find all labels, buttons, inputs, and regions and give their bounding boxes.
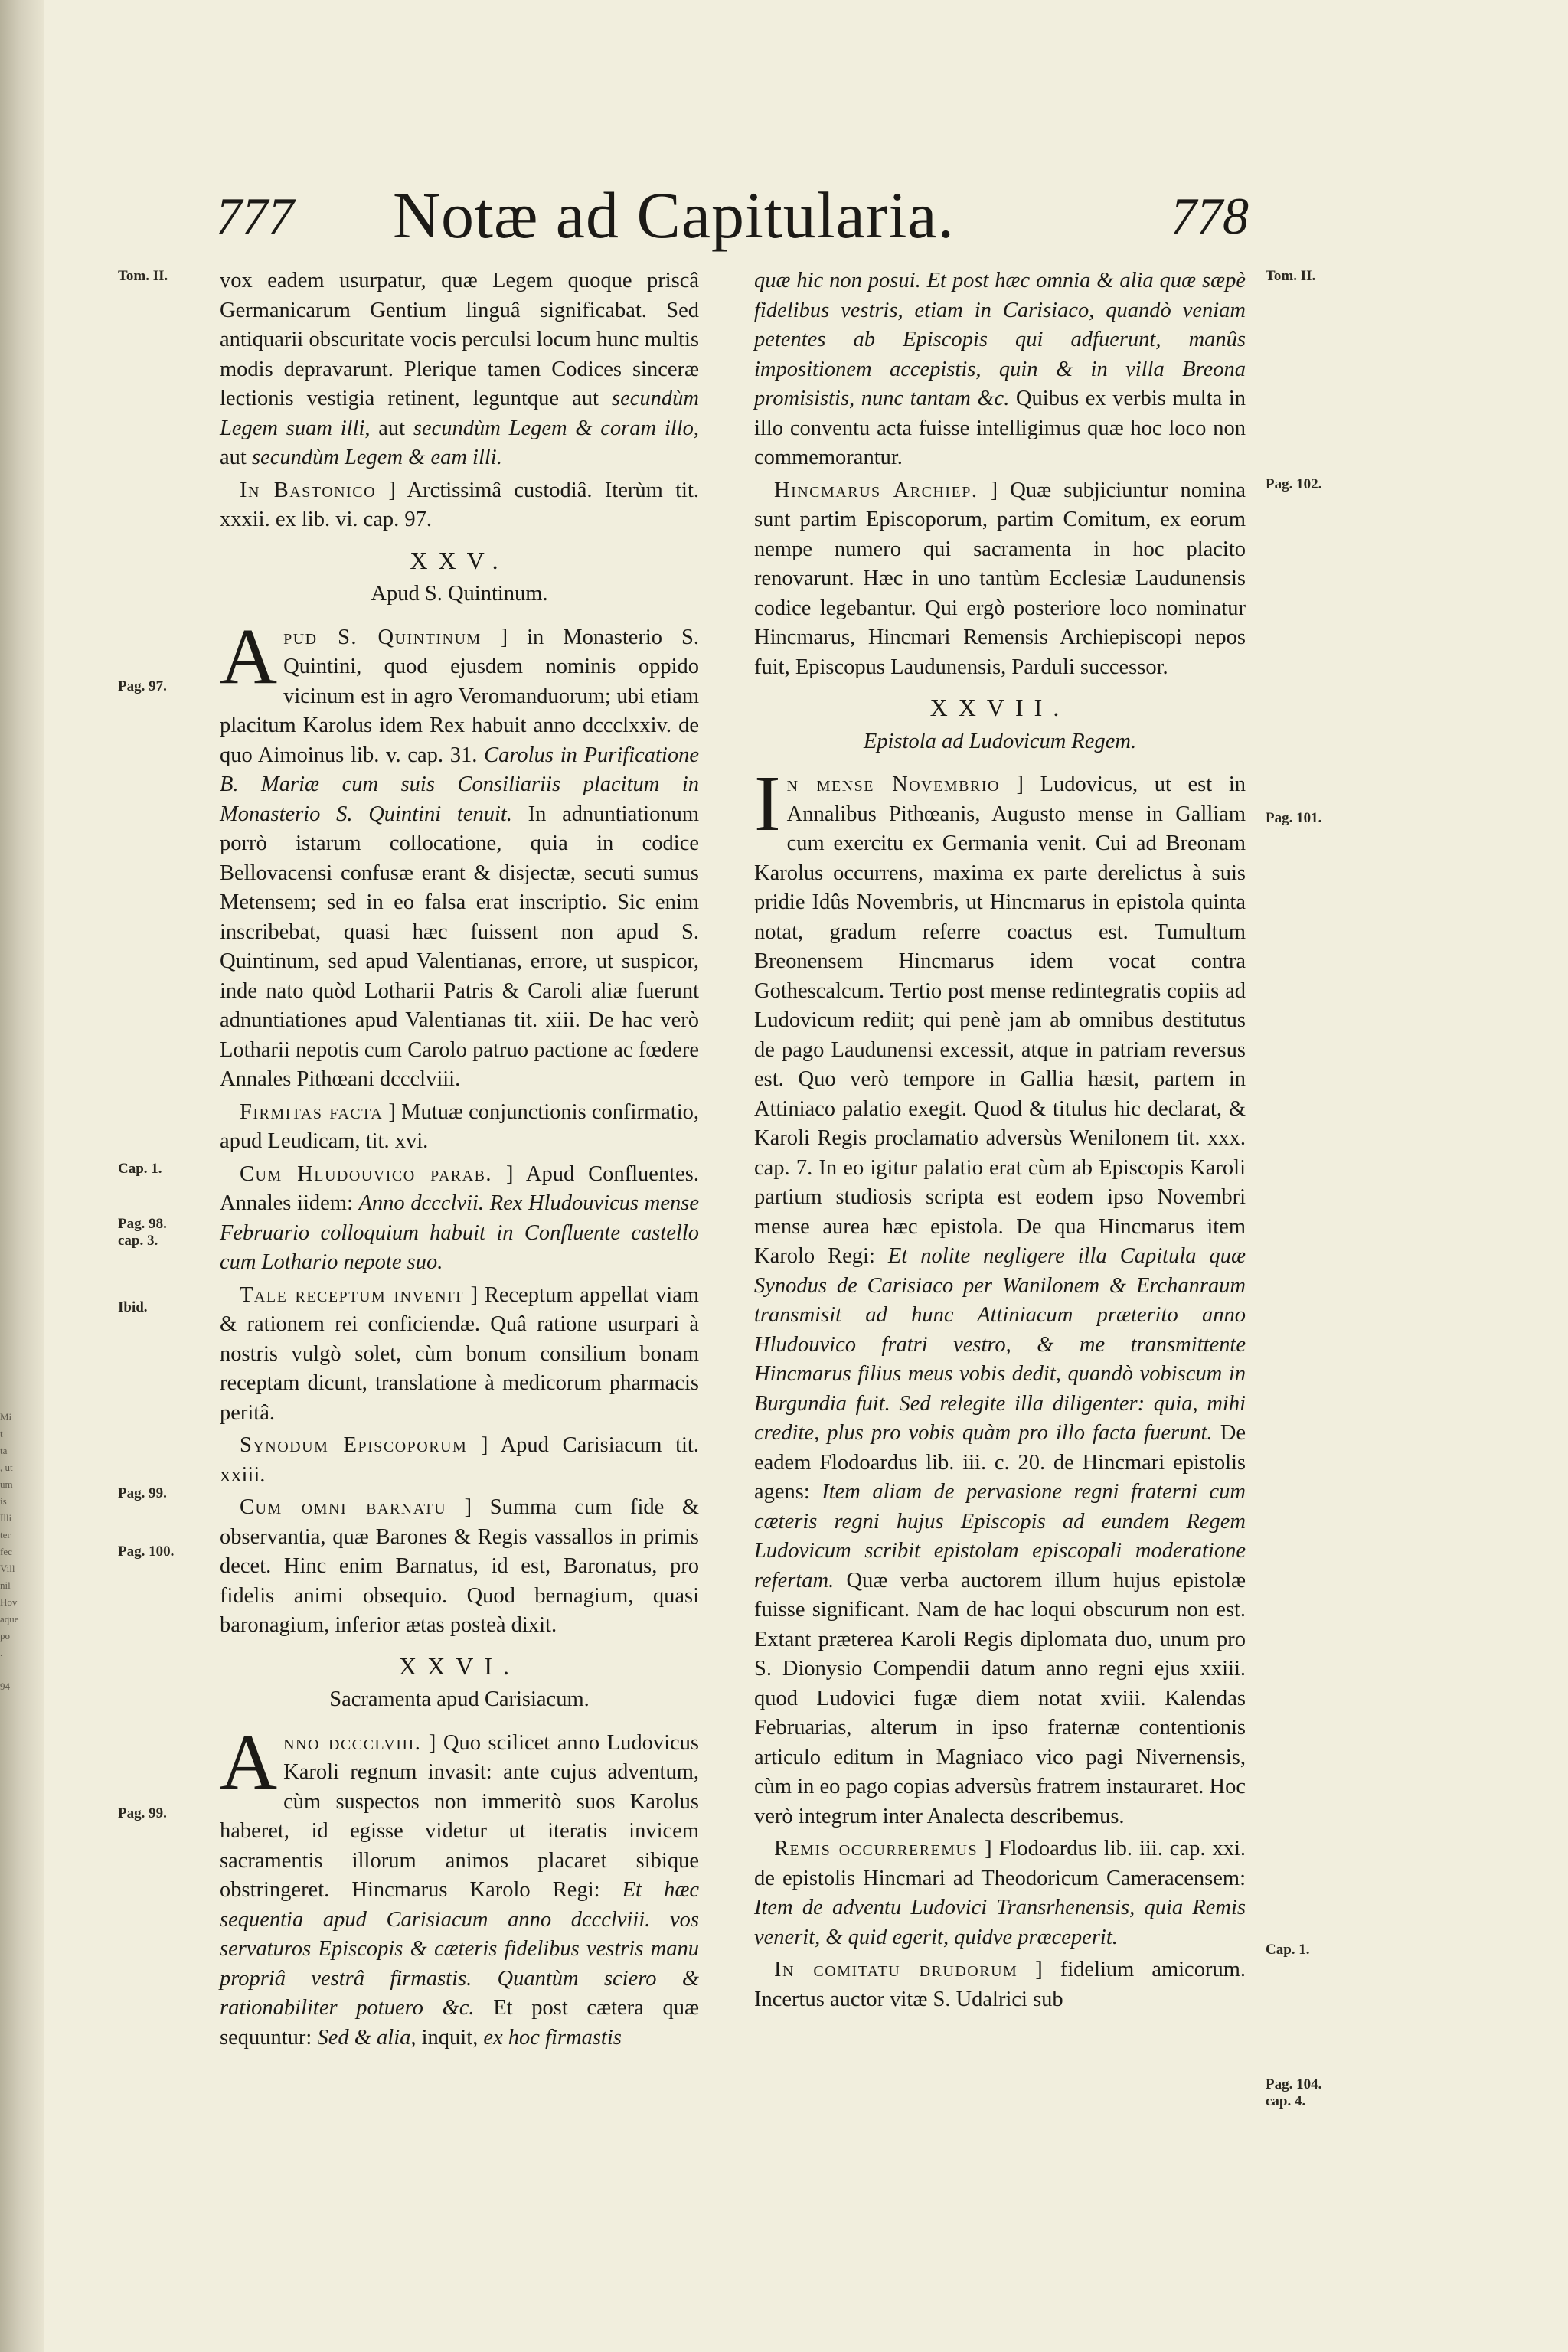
note-paragraph: Cum omni barnatu ] Summa cum fide & observantia, quæ Barones & Regis vassallos in primis decet. Hinc enim Barnatus, id est, Baronatus, pro fidelis animi obsequio. Quod bernagium, quasi baronagium, inferior ætas posteà dixit. <box>220 1495 699 1637</box>
note-paragraph: Cum Hludouvico parab. ] Apud Confluentes. Annales iidem: Anno dccclvii. Rex Hludouvicus mense Februario colloquium habuit in Confluente castello cum Lothario nepote suo. <box>220 1161 699 1274</box>
sidenote-left: Tom. II. <box>118 268 168 284</box>
bleed-through-margin-text: Mi t ta , ut um is Illi ter fec Vill nil Hov aque po . 94 <box>0 1411 19 1692</box>
sidenote-left: Pag. 97. <box>118 678 167 694</box>
lemma: nno dccclviii. <box>283 1730 422 1755</box>
note-paragraph: Synodum Episcoporum ] Apud Carisiacum tit. xxiii. <box>220 1433 699 1487</box>
sidenote-right: Pag. 101. <box>1266 810 1322 826</box>
sidenote-left: Cap. 1. <box>118 1161 162 1177</box>
paragraph: quæ hic non posui. Et post hæc omnia & alia quæ sæpè fidelibus vestris, etiam in Carisiaco, quandò veniam petentes ab Episcopis qui adfuerunt, manûs impositionem accepistis, quin & in villa Breona promisistis, nunc tantam &c. Quibus ex verbis multa in illo conventu acta fuisse intelligimus quæ hoc loco non commemorantur. <box>754 269 1246 469</box>
lemma: Tale receptum invenit <box>240 1282 464 1307</box>
section-subtitle: Sacramenta apud Carisiacum. <box>329 1687 590 1711</box>
page-number-right: 778 <box>1171 187 1249 245</box>
lemma: Remis occurreremus <box>774 1837 978 1860</box>
note-paragraph: In Bastonico ] Arctissimâ custodiâ. Iterùm tit. xxxii. ex lib. vi. cap. 97. <box>220 478 699 531</box>
note-paragraph: Anno dccclviii. ] Quo scilicet anno Ludovicus Karoli regnum invasit: ante cujus adventum, cùm suspectos non immeritò suos Karolus haberet, id egisse videtur ut iteratis invicem sacramentis illorum animos placaret sibique obstringeret. Hincmarus Karolo Regi: Et hæc sequentia apud Carisiacum anno dccclviii. vos servaturos Episcopis & cæteris fidelibus vestris manu propriâ vestrâ firmastis. Quantùm sciero & rationabiliter potuero &c. Et post cætera quæ sequuntur: Sed & alia, inquit, ex hoc firmastis <box>220 1717 699 2050</box>
section-heading: XXVI. <box>399 1651 520 1680</box>
lemma: Cum Hludouvico parab. <box>240 1161 493 1186</box>
page-gutter-shadow <box>0 0 44 2352</box>
sidenote-right: Pag. 102. <box>1266 476 1322 492</box>
section-subtitle: Epistola ad Ludovicum Regem. <box>863 729 1137 753</box>
lemma: In Bastonico <box>240 478 377 502</box>
note-paragraph: Tale receptum invenit ] Receptum appellat viam & rationem rei conficiendæ. Quâ ratione usurpari à nostris vulgò solet, cùm bonum consilium bonam receptam dicunt, translatione à medicorum pharmacis peritâ. <box>220 1282 699 1425</box>
note-paragraph: Apud S. Quintinum ] in Monasterio S. Quintini, quod ejusdem nominis oppido vicinum est in agro Veromanduorum; ubi etiam placitum Karolus idem Rex habuit anno dccclxxiv. de quo Aimoinus lib. v. cap. 31. Carolus in Purificatione B. Mariæ cum suis Consiliariis placitum in Monasterio S. Quintini tenuit. In adnuntiationum porrò istarum collocatione, quia in codice Bellovacensi confusæ erant & disjectæ, secuti sumus Metensem; sed in eo falsa erat inscriptio. Sic enim inscribebat, quasi hæc fuissent non apud S. Quintinum, sed apud Valentianas, errore, ut suspicor, inde nato quòd Lotharii Patris & Caroli aliæ fuerunt adnuntiationes apud Valentianas tit. xiii. De hac verò Lotharii nepotis cum Carolo patruo pactione ac fœdere Annales Pithœani dccclviii. <box>220 612 699 1091</box>
left-column <box>220 266 699 2056</box>
drop-cap: A <box>220 612 278 701</box>
lemma: n mense Novembrio <box>786 773 1000 796</box>
page-number-left: 777 <box>216 187 294 245</box>
note-paragraph: Hincmarus Archiep. ] Quæ subjiciuntur nomina sunt partim Episcoporum, partim Comitum, ex eorum nempe numero qui sacramenta in hoc placito renovarunt. Hæc in uno tantùm Ecclesiæ Laudunensis codice legebantur. Qui ergò posteriore loco nominatur Hincmarus, Hincmari Remensis Archiepiscopi nepos fuit, Episcopus Laudunensis, Parduli successor. <box>754 478 1246 679</box>
sidenote-right: Cap. 1. <box>1266 1942 1310 1958</box>
sidenote-left: Pag. 99. <box>118 1485 167 1501</box>
drop-cap: A <box>220 1717 278 1806</box>
section-subtitle: Apud S. Quintinum. <box>371 582 548 606</box>
section-heading: XXVII. <box>929 694 1070 721</box>
drop-cap: I <box>754 760 781 848</box>
page-title: Notæ ad Capitularia. <box>392 178 956 252</box>
lemma: Synodum Episcoporum <box>240 1433 468 1457</box>
sidenote-left: Pag. 100. <box>118 1544 175 1560</box>
lemma: Firmitas facta <box>240 1099 384 1124</box>
lemma: In comitatu drudorum <box>774 1958 1018 1981</box>
sidenote-left: Pag. 98. cap. 3. <box>118 1216 167 1249</box>
sidenote-left: Ibid. <box>118 1299 148 1315</box>
paragraph: vox eadem usurpatur, quæ Legem quoque priscâ Germanicarum Gentium linguâ significabat. Sed antiquarii obscuritate vocis perculsi locum hunc multis modis depravarunt. Plerique tamen Codices sinceræ lectionis vestigia retinent, leguntque aut secundùm Legem suam illi, aut secundùm Legem & coram illo, aut secundùm Legem & eam illi. <box>220 269 700 469</box>
sidenote-right: Tom. II. <box>1266 268 1316 284</box>
note-paragraph: In mense Novembrio ] Ludovicus, ut est in Annalibus Pithœanis, Augusto mense in Galliam cum exercitu ex Germania venit. Cui ad Breonam Karolus occurrens, maxima ex parte derelictus à suis pridie Idûs Novembris, ut Hincmarus in epistola quinta notat, gradum referre coactus est. Tumultum Breonensem Hincmarus idem vocat contra Gothescalcum. Tertio post mense redintegratis copiis ad Ludovicum rediit; qui penè jam ab omnibus destitutus de pago Laudunensi excessit, atque in patriam reversus est. Quo verò tempore in Gallia hæsit, partem in Attiniaco palatio exegit. Quod & titulus hic declarat, & Karoli Regis proclamatio adversùs Wenilonem tit. xxx. cap. 7. In eo igitur palatio erat cùm ab Episcopis Karoli partium studiosis scripta est eodem ipso Novembri mense aurea hæc epistola. De qua Hincmarus item Karolo Regi: Et nolite negligere illa Capitula quæ Synodus de Carisiaco per Wanilonem & Erchanraum transmisit ad hunc Attiniacum præterito anno Hludouvico fratri vestro, & me transmittente Hincmarus filius meus vobis dedit, quandò vobiscum in Burgundia fuit. Sed relegite illa diligenter: quia, mihi credite, plus pro vobis quàm pro illo facta fuerunt. De eadem Flodoardus lib. iii. c. 20. de Hincmari epistolis agens: Item aliam de pervasione regni fraterni cum cæteris regni hujus Episcopis ad eundem Regem Ludovicum scribit epistolam episcopali moderatione refertam. Quæ verba auctorem illum hujus epistolæ fuisse significant. Nam de hac loqui obscurum non est. Extant præterea Karoli Regis diplomata duo, unum pro S. Dionysio Compendii datum anno regni ejus xxiii. quod Ludovici fugæ diem notat xviii. Kalendas Februarias, alterum in ipso fraternæ contentionis articulo editum in Magniaco vico pagi Nivernensis, cùm in eo pago copias adversùs fratrem instauraret. Hoc verò integrum inter Analecta describemus. <box>754 760 1246 1828</box>
note-paragraph: Remis occurreremus ] Flodoardus lib. iii. cap. xxi. de epistolis Hincmari ad Theodoricum Cameracensem: Item de adventu Ludovici Transrhenensis, quia Remis venerit, & quid egerit, quidve præceperit. <box>754 1837 1246 1949</box>
note-paragraph: Firmitas facta ] Mutuæ conjunctionis confirmatio, apud Leudicam, tit. xvi. <box>220 1099 699 1153</box>
right-column <box>754 266 1246 2017</box>
lemma: pud S. Quintinum <box>283 625 482 649</box>
note-paragraph: In comitatu drudorum ] fidelium amicorum. Incertus auctor vitæ S. Udalrici sub <box>754 1958 1246 2011</box>
sidenote-right: Pag. 104. cap. 4. <box>1266 2076 1322 2109</box>
lemma: Cum omni barnatu <box>240 1495 447 1519</box>
sidenote-left: Pag. 99. <box>118 1805 167 1821</box>
lemma: Hincmarus Archiep. <box>774 478 978 502</box>
section-heading: XXV. <box>410 546 509 574</box>
